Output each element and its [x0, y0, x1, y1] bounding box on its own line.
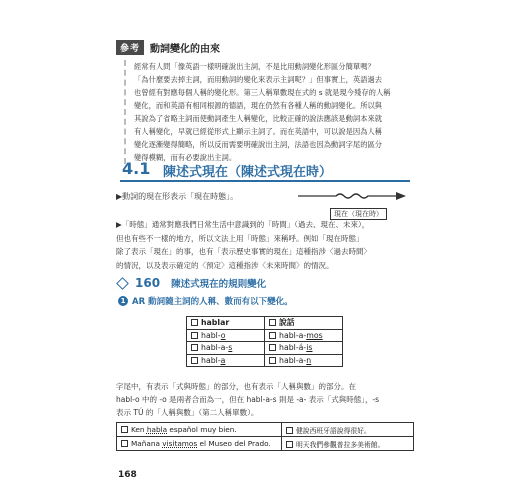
table-row — [187, 342, 343, 355]
checkbox-icon — [191, 319, 198, 326]
section-title: 陳述式現在（陳述式現在時） — [163, 165, 333, 180]
table-header: 說話 — [265, 317, 343, 330]
paragraph-ending — [116, 380, 416, 419]
reference-line: 有人稱變化，早就已經從形式上顯示主詞了。而在英語中，可以說是因為人稱 — [134, 127, 383, 136]
reference-line: 其說為了省略主詞而使動詞產生人稱變化，比較正確的說法應該是動詞本來就 — [134, 114, 383, 123]
table-header: hablar — [187, 317, 265, 330]
intro-bullet: ▶動詞的現在形表示「現在時態」。 — [116, 192, 239, 201]
table-cell: habl-a-s — [187, 342, 265, 355]
subsection-header — [118, 276, 266, 290]
reference-line: 經常有人問「像英語一樣明確說出主詞，不是比用動詞變化形區分簡單嗎？ — [134, 62, 375, 71]
point-number-badge: 1 — [118, 296, 128, 306]
table-cell: habl-a-mos — [265, 329, 343, 342]
table-cell: habl-o — [187, 329, 265, 342]
reference-title: 動詞變化的由來 — [150, 44, 221, 55]
checkbox-icon — [191, 357, 198, 364]
checkbox-icon — [286, 441, 293, 448]
checkbox-icon — [191, 344, 198, 351]
reference-body — [124, 60, 414, 164]
paragraph-line: ▶「時態」通常對應我們日常生活中意識到的「時間」（過去、現在、未來）， — [116, 220, 370, 229]
table-row — [187, 354, 343, 367]
example-spanish: Mañana visitamos el Museo del Prado. — [117, 437, 282, 451]
examples-table — [116, 422, 414, 451]
paragraph-line: 的情況，以及表示確定的〈預定〉這種指涉〈未來時間〉的情況。 — [116, 260, 334, 270]
subsection-title: 陳述式現在的規則變化 — [171, 279, 267, 290]
paragraph-line: 表示 TÚ 的「人稱與數」（第二人稱單數）。 — [116, 408, 259, 417]
table-header-row — [187, 317, 343, 330]
checkbox-icon — [286, 427, 293, 434]
example-spanish: Ken habla español muy bien. — [117, 423, 282, 437]
paragraph-line: habl-o 中的 -o 是兩者合而為一，但在 habl-a-s 則是 -a- 表示「式與時態」，-s — [116, 395, 380, 404]
table-row — [117, 437, 414, 451]
reference-line: 「為什麼要去掉主詞，而用動詞的變化來表示主詞呢？」但事實上，英語過去 — [134, 75, 383, 84]
paragraph-line: 但也有些不一樣的地方，所以文法上用「時態」來稱呼。例如「現在時態」 — [116, 233, 364, 243]
table-cell: habl-á-is — [265, 342, 343, 355]
checkbox-icon — [191, 332, 198, 339]
table-row — [187, 329, 343, 342]
paragraph-line: 除了表示「現在」的事，也有「表示歷史事實的現在」這種指涉〈過去時間〉 — [116, 247, 371, 256]
section-number: 4.1 — [122, 159, 151, 178]
point-heading — [118, 295, 293, 307]
example-translation: 明天我們參觀普拉多美術館。 — [282, 437, 414, 451]
timeline-label: 現在（現在時） — [330, 208, 387, 220]
paragraph-line: 字尾中，有表示「式與時態」的部分，也有表示「人稱與數」的部分。在 — [116, 382, 356, 391]
example-translation: 健說西班牙語說得很好。 — [282, 423, 414, 437]
reference-line: 變化，而和英語有相同根源的德語，現在仍然有各種人稱的動詞變化。所以與 — [134, 101, 383, 110]
checkbox-icon — [269, 332, 276, 339]
checkbox-icon — [269, 344, 276, 351]
section-divider — [120, 180, 410, 182]
reference-tag: 參考 — [116, 40, 144, 55]
table-row — [117, 423, 414, 437]
paragraph-tense — [116, 218, 414, 272]
conjugation-table — [186, 316, 343, 367]
diamond-icon — [116, 277, 129, 290]
checkbox-icon — [121, 440, 128, 447]
point-text: AR 動詞隨主詞的人稱、數而有以下變化。 — [132, 297, 293, 307]
reference-header — [116, 40, 220, 55]
reference-line: 也曾經有對應每個人稱的變化形。第三人稱單數現在式的 s 就是現今殘存的人稱 — [134, 88, 391, 97]
checkbox-icon — [269, 319, 276, 326]
checkbox-icon — [269, 357, 276, 364]
reference-line: 變得模糊，而有必要說出主詞。 — [134, 153, 237, 162]
page-number: 168 — [118, 470, 137, 480]
subsection-number: 160 — [135, 276, 161, 290]
checkbox-icon — [121, 426, 128, 433]
table-cell: habl-a-n — [265, 354, 343, 367]
table-cell: habl-a — [187, 354, 265, 367]
reference-line: 變化逐漸變得簡略，所以反而需要明確說出主詞，法語也因為動詞字尾的區分 — [134, 140, 383, 149]
